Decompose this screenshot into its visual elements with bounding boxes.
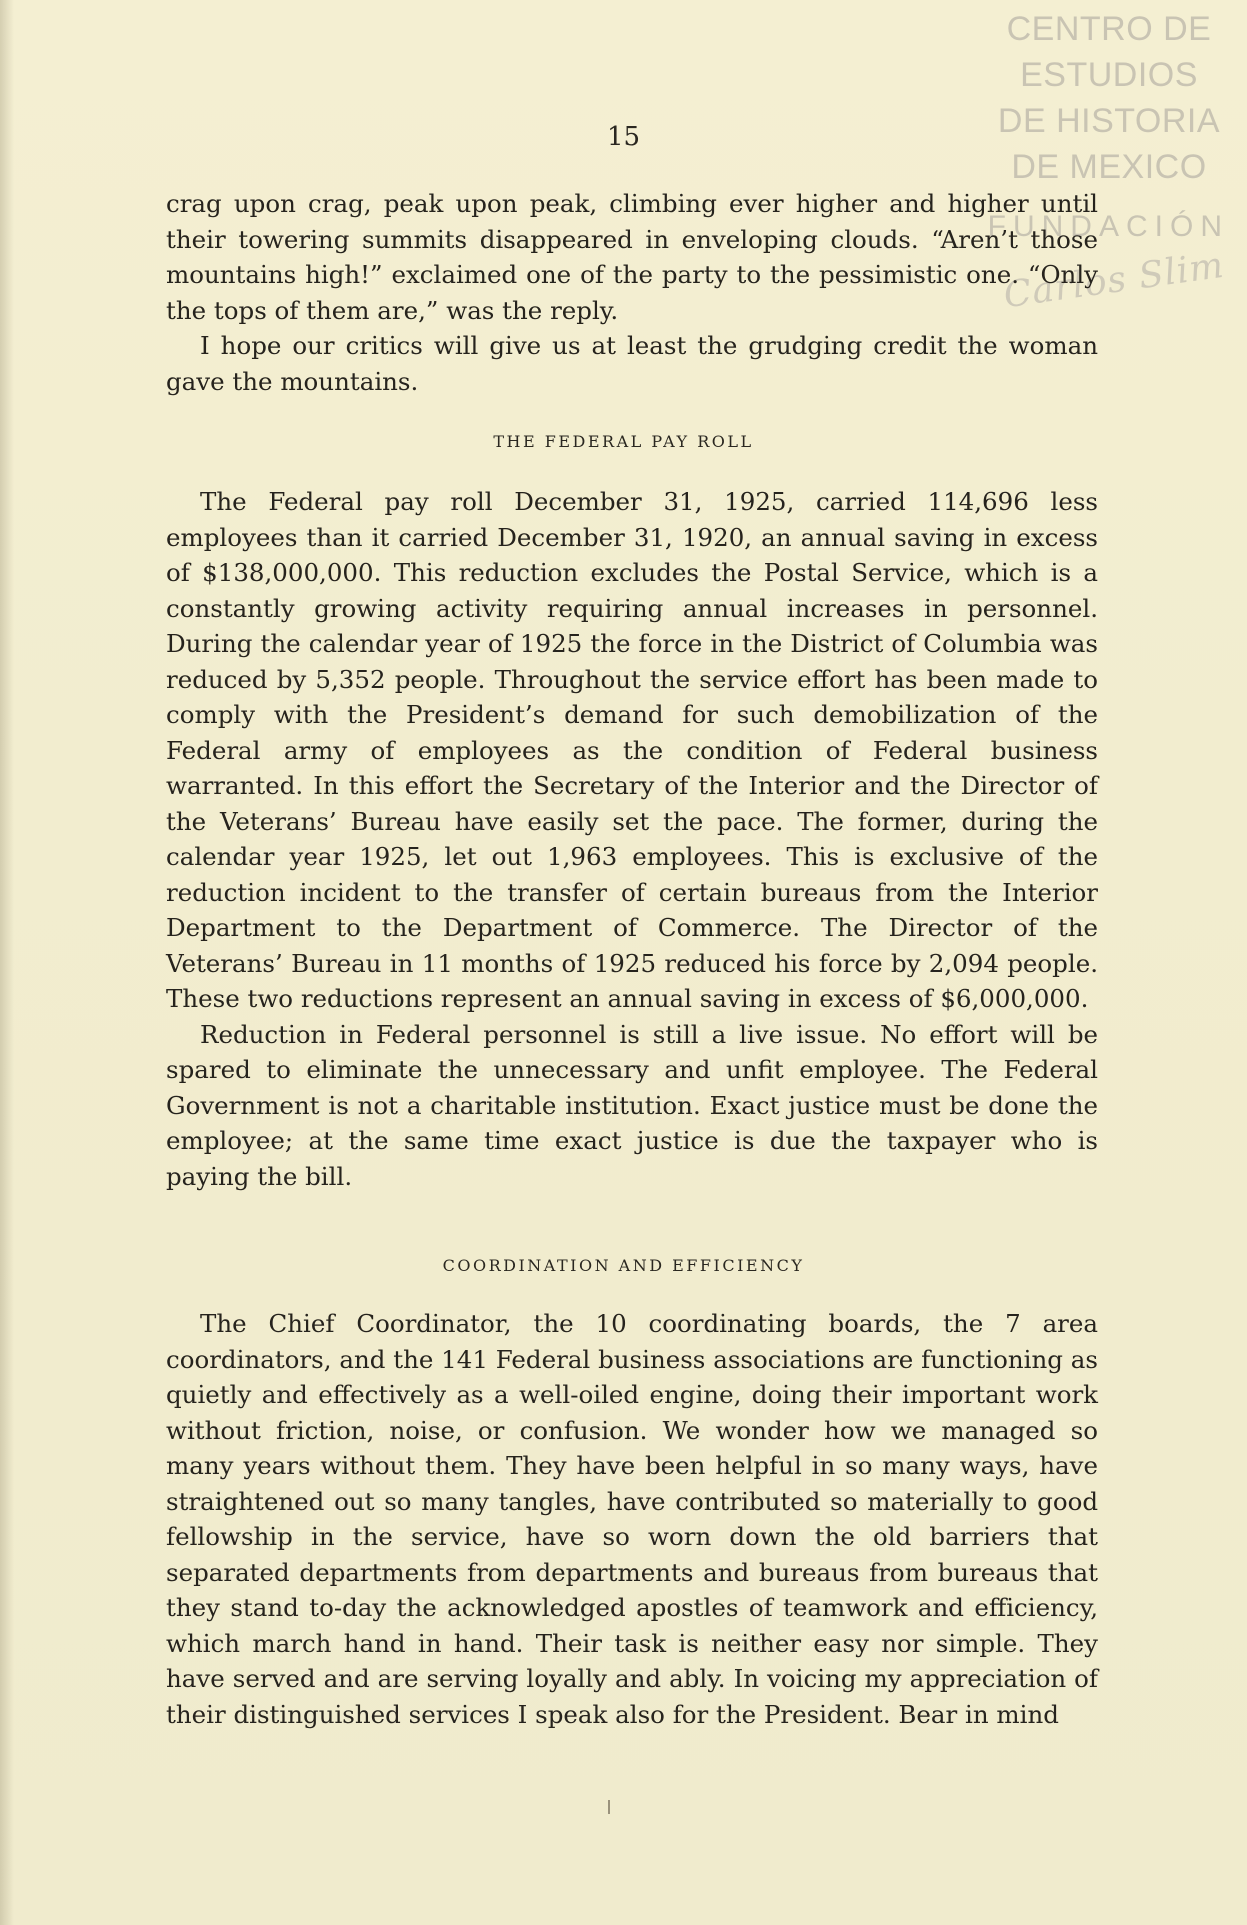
watermark-line: DE HISTORIA xyxy=(997,102,1221,140)
watermark-line: DE MEXICO xyxy=(1011,148,1207,186)
federal-pay-roll-text xyxy=(166,484,1098,1194)
watermark-line: CENTRO DE xyxy=(1006,10,1212,48)
library-watermark xyxy=(987,6,1229,317)
coordination-text xyxy=(166,1306,1098,1732)
watermark-foundation: FUNDACIÓN xyxy=(987,210,1229,243)
continuation-text xyxy=(166,186,1098,399)
section-heading-federal-pay-roll: THE FEDERAL PAY ROLL xyxy=(493,432,754,451)
paper-speck xyxy=(608,1800,610,1814)
paragraph: crag upon crag, peak upon peak, climbing ever higher and higher until their towering summits disappeared in enveloping clouds. “Aren’t those mountains high!” exclaimed one of the party to the pessimistic one. “Only the tops of them are,” was the reply. xyxy=(166,189,1098,325)
page-number: 15 xyxy=(606,122,641,152)
paragraph: The Chief Coordinator, the 10 coordinating boards, the 7 area coordinators, and the 141 Federal business associations are functioning as quietly and effectively as a well-oiled engine, doing their important work without friction, noise, or confusion. We wonder how we managed so many years without them. They have been helpful in so many ways, have straightened out so many tangles, have contributed so materially to good fellowship in the service, have so worn down the old barriers that separated departments from departments and bureaus from bureaus that they stand to-day the acknowledged apostles of teamwork and efficiency, which march hand in hand. Their task is neither easy nor simple. They have served and are serving loyally and ably. In voicing my appreciation of their distinguished services I speak also for the President. Bear in mind xyxy=(166,1309,1098,1729)
watermark-line: ESTUDIOS xyxy=(1020,56,1198,94)
watermark-signature: Carlos Slim xyxy=(1001,244,1227,317)
section-heading-coordination: COORDINATION AND EFFICIENCY xyxy=(442,1256,805,1275)
paragraph: The Federal pay roll December 31, 1925, carried 114,696 less employees than it carried December 31, 1920, an annual saving in excess of $138,000,000. This reduction excludes the Postal Service, which is a constantly growing activity requiring annual increases in personnel. During the calendar year of 1925 the force in the District of Columbia was reduced by 5,352 people. Throughout the service effort has been made to comply with the President’s demand for such demobilization of the Federal army of employees as the condition of Federal business warranted. In this effort the Secretary of the Interior and the Director of the Veterans’ Bureau have easily set the pace. The former, during the calendar year 1925, let out 1,963 employees. This is exclusive of the reduction incident to the transfer of certain bureaus from the Interior Department to the Department of Commerce. The Director of the Veterans’ Bureau in 11 months of 1925 reduced his force by 2,094 people. These two reductions represent an annual saving in excess of $6,000,000. xyxy=(166,487,1098,1013)
page-edge-shadow xyxy=(0,0,14,1925)
paragraph: I hope our critics will give us at least the grudging credit the woman gave the mountains. xyxy=(166,331,1098,396)
paragraph: Reduction in Federal personnel is still a live issue. No effort will be spared to eliminate the unnecessary and unfit employee. The Federal Government is not a charitable institution. Exact justice must be done the employee; at the same time exact justice is due the taxpayer who is paying the bill. xyxy=(166,1019,1098,1191)
